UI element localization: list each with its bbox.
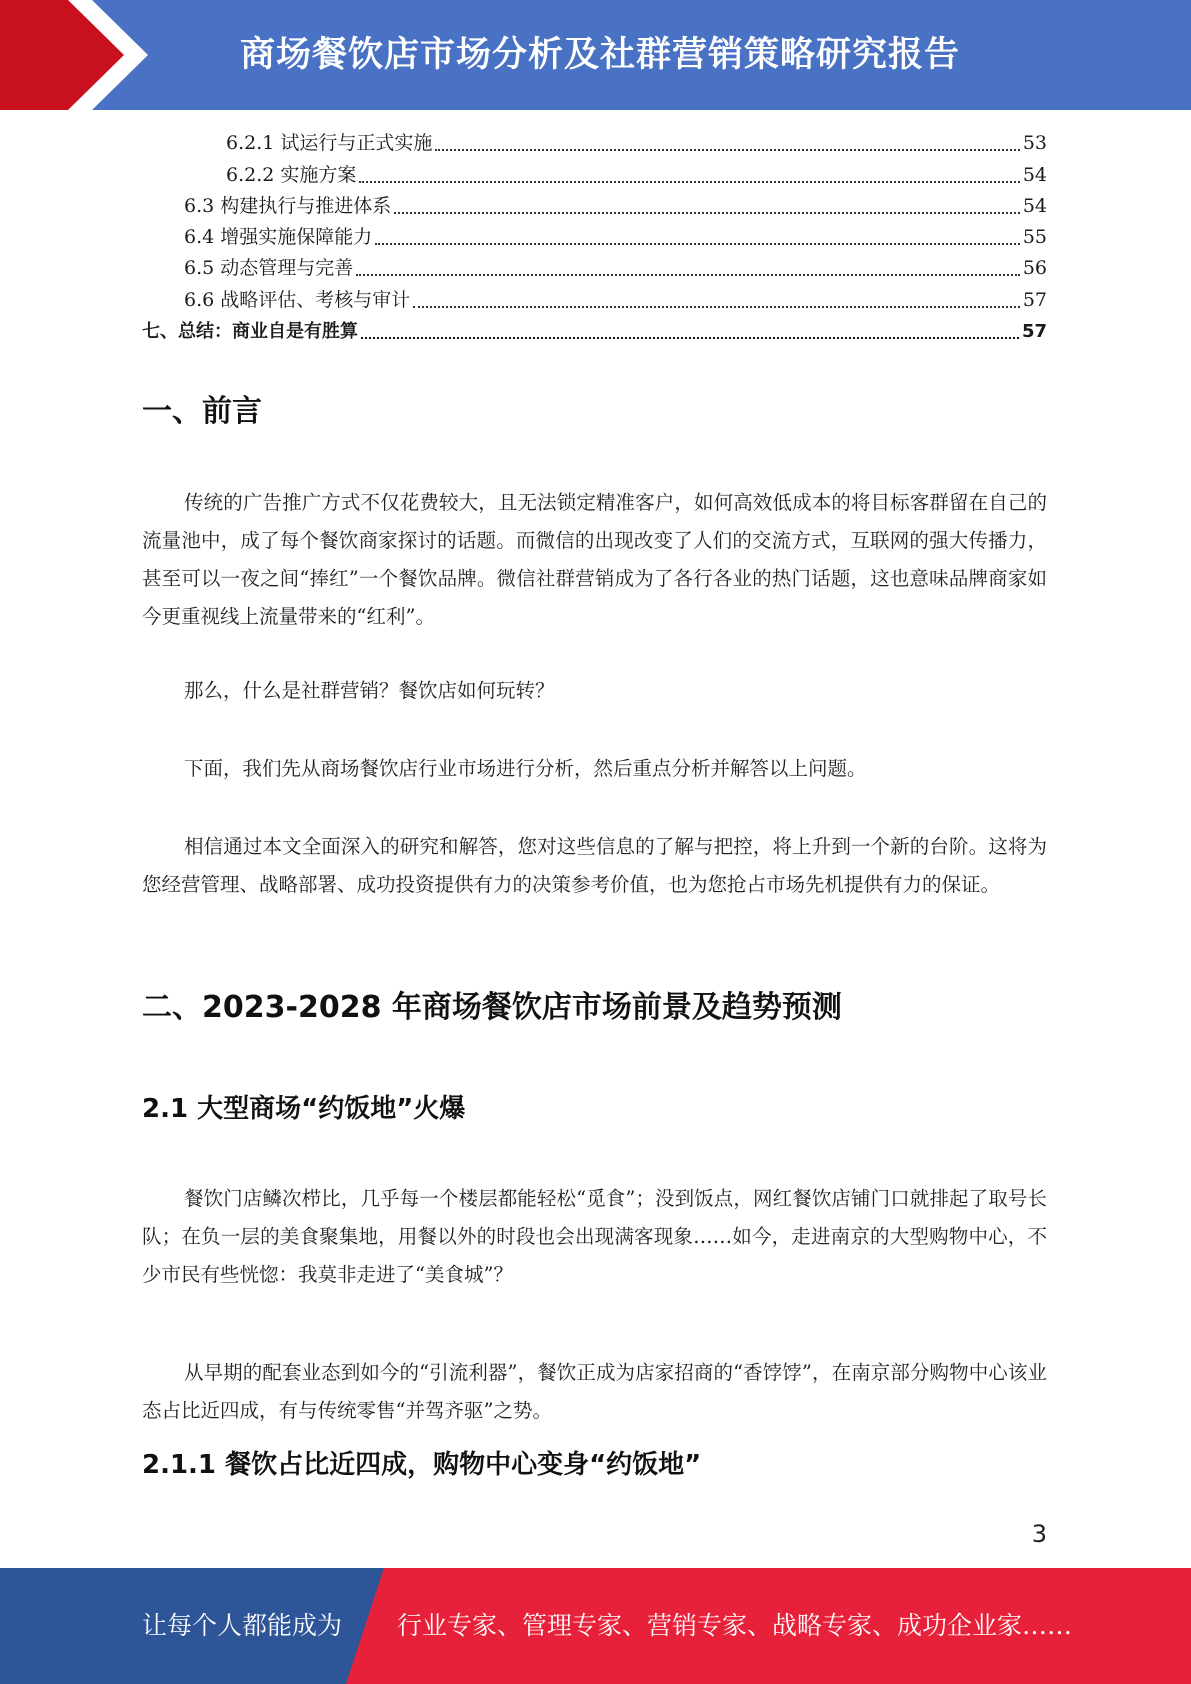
paragraph: 餐饮门店鳞次栉比，几乎每一个楼层都能轻松“觅食”；没到饭点，网红餐饮店铺门口就排起了取号长队；在负一层的美食聚集地，用餐以外的时段也会出现满客现象……如今，走进南京的大型购物中心，不少市民有些恍惚：我莫非走进了“美食城”？ (142, 1187, 1047, 1286)
toc-entry-page: 57 (1022, 288, 1047, 311)
toc-entry-page: 57 (1021, 321, 1047, 343)
toc-entry-label: 6.3 构建执行与推进体系 (184, 194, 392, 217)
toc-entry[interactable] (142, 159, 1047, 190)
toc-leader-dots (359, 180, 1019, 183)
toc-entry-page: 55 (1022, 226, 1047, 249)
toc-entry-page: 56 (1022, 257, 1047, 280)
section-heading-forecast: 二、2023-2028 年商场餐饮店市场前景及趋势预测 (142, 990, 842, 1025)
toc-leader-dots (361, 336, 1019, 339)
paragraph: 传统的广告推广方式不仅花费较大，且无法锁定精准客户，如何高效低成本的将目标客群留在自己的流量池中，成了每个餐饮商家探讨的话题。而微信的出现改变了人们的交流方式，互联网的强大传播力，甚至可以一夜之间“捧红”一个餐饮品牌。微信社群营销成为了各行各业的热门话题，这也意味品牌商家如今更重视线上流量带来的“红利”。 (142, 491, 1047, 628)
paragraph: 相信通过本文全面深入的研究和解答，您对这些信息的了解与把控，将上升到一个新的台阶。这将为您经营管理、战略部署、成功投资提供有力的决策参考价值，也为您抢占市场先机提供有力的保证。 (142, 835, 1047, 896)
footer-slogan-left: 让每个人都能成为 (142, 1611, 343, 1640)
subsection-heading: 2.1.1 餐饮占比近四成，购物中心变身“约饭地” (142, 1450, 702, 1480)
toc-entry[interactable] (142, 284, 1047, 315)
paragraph: 那么，什么是社群营销？餐饮店如何玩转？ (184, 679, 555, 702)
toc-entry[interactable] (142, 316, 1047, 347)
toc-entry[interactable] (142, 253, 1047, 284)
toc-entry-label: 七、总结：商业自是有胜算 (142, 321, 358, 343)
subsection-heading: 2.1 大型商场“约饭地”火爆 (142, 1094, 466, 1124)
toc-leader-dots (375, 242, 1020, 245)
toc-entry[interactable] (142, 222, 1047, 253)
toc-entry-label: 6.4 增强实施保障能力 (184, 226, 373, 249)
toc-entry-label: 6.2.2 实施方案 (226, 163, 357, 186)
paragraph: 下面，我们先从商场餐饮店行业市场进行分析，然后重点分析并解答以上问题。 (184, 757, 867, 780)
footer-banner (0, 1568, 1191, 1684)
toc-entry-page: 53 (1022, 132, 1047, 155)
toc-entry-label: 6.6 战略评估、考核与审计 (184, 288, 411, 311)
toc-entry-page: 54 (1022, 194, 1047, 217)
paragraph: 从早期的配套业态到如今的“引流利器”，餐饮正成为店家招商的“香饽饽”，在南京部分购物中心该业态占比近四成，有与传统零售“并驾齐驱”之势。 (142, 1361, 1047, 1422)
table-of-contents (142, 128, 1047, 347)
section-heading-preface: 一、前言 (142, 394, 262, 429)
toc-entry-label: 6.5 动态管理与完善 (184, 257, 354, 280)
toc-leader-dots (435, 148, 1019, 151)
toc-leader-dots (413, 305, 1020, 308)
toc-leader-dots (394, 211, 1020, 214)
header-banner (0, 0, 1191, 110)
toc-entry[interactable] (142, 191, 1047, 222)
page-number: 3 (1031, 1520, 1047, 1548)
toc-entry[interactable] (142, 128, 1047, 159)
toc-leader-dots (356, 273, 1020, 276)
report-title: 商场餐饮店市场分析及社群营销策略研究报告 (240, 35, 961, 75)
toc-entry-label: 6.2.1 试运行与正式实施 (226, 132, 433, 155)
footer-slogan-right: 行业专家、管理专家、营销专家、战略专家、成功企业家…… (397, 1611, 1073, 1640)
toc-entry-page: 54 (1022, 163, 1047, 186)
